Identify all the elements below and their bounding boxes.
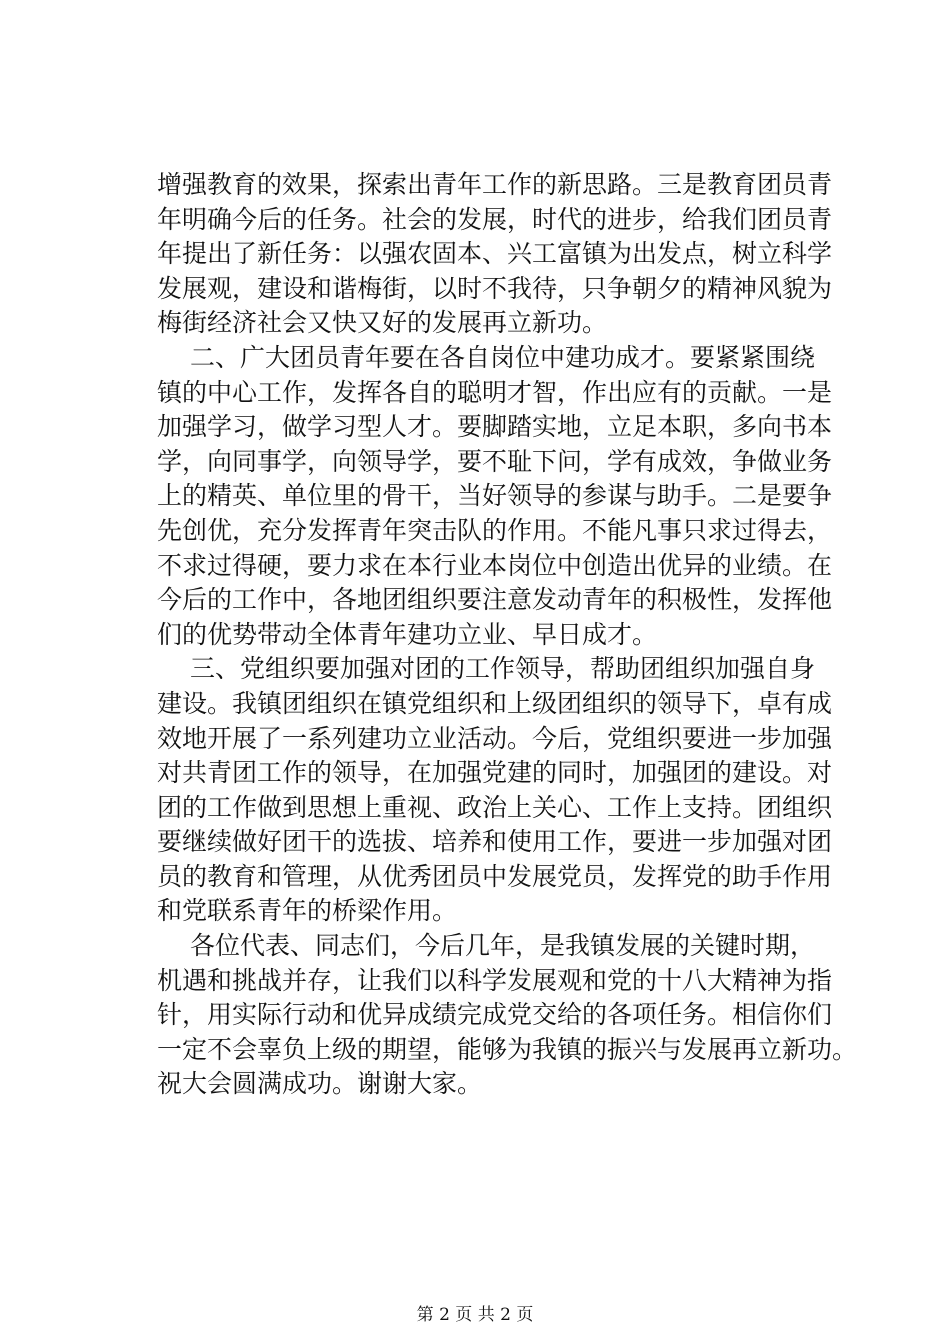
text-line: 针，用实际行动和优异成绩完成党交给的各项任务。相信你们 [157,1000,833,1030]
text-line: 员的教育和管理，从优秀团员中发展党员，发挥党的助手作用 [157,861,833,891]
text-line: 学，向同事学，向领导学，要不耻下问，学有成效，争做业务 [157,446,833,476]
text-line: 各位代表、同志们，今后几年，是我镇发展的关键时期， [190,931,816,961]
text-line: 不求过得硬，要力求在本行业本岗位中创造出优异的业绩。在 [157,550,833,580]
text-line: 和党联系青年的桥梁作用。 [157,896,458,926]
text-line: 要继续做好团干的选拔、培养和使用工作，要进一步加强对团 [157,827,833,857]
text-line: 加强学习，做学习型人才。要脚踏实地，立足本职，多向书本 [157,412,833,442]
text-line: 一定不会辜负上级的期望，能够为我镇的振兴与发展再立新功。 [157,1034,858,1064]
text-line: 团的工作做到思想上重视、政治上关心、工作上支持。团组织 [157,792,833,822]
text-line: 建设。我镇团组织在镇党组织和上级团组织的领导下，卓有成 [157,688,833,718]
text-line: 祝大会圆满成功。谢谢大家。 [157,1069,483,1099]
text-line: 年提出了新任务：以强农固本、兴工富镇为出发点，树立科学 [157,239,833,269]
text-line: 梅街经济社会又快又好的发展再立新功。 [157,308,608,338]
text-line: 镇的中心工作，发挥各自的聪明才智，作出应有的贡献。一是 [157,377,833,407]
text-line: 效地开展了一系列建功立业活动。今后，党组织要进一步加强 [157,723,833,753]
text-line: 们的优势带动全体青年建功立业、早日成才。 [157,619,658,649]
document-body [157,168,858,1102]
text-line: 年明确今后的任务。社会的发展，时代的进步，给我们团员青 [157,204,833,234]
text-line: 对共青团工作的领导，在加强党建的同时，加强团的建设。对 [157,758,833,788]
text-line: 三、党组织要加强对团的工作领导，帮助团组织加强自身 [190,654,816,684]
text-line: 机遇和挑战并存，让我们以科学发展观和党的十八大精神为指 [157,965,833,995]
text-line: 先创优，充分发挥青年突击队的作用。不能凡事只求过得去， [157,515,833,545]
text-line: 二、广大团员青年要在各自岗位中建功成才。要紧紧围绕 [190,342,816,372]
text-line: 今后的工作中，各地团组织要注意发动青年的积极性，发挥他 [157,585,833,615]
text-line: 发展观，建设和谐梅街，以时不我待，只争朝夕的精神风貌为 [157,273,833,303]
text-line: 上的精英、单位里的骨干，当好领导的参谋与助手。二是要争 [157,481,833,511]
text-line: 增强教育的效果，探索出青年工作的新思路。三是教育团员青 [157,170,833,199]
page-footer: 第 2 页 共 2 页 [416,1305,534,1325]
